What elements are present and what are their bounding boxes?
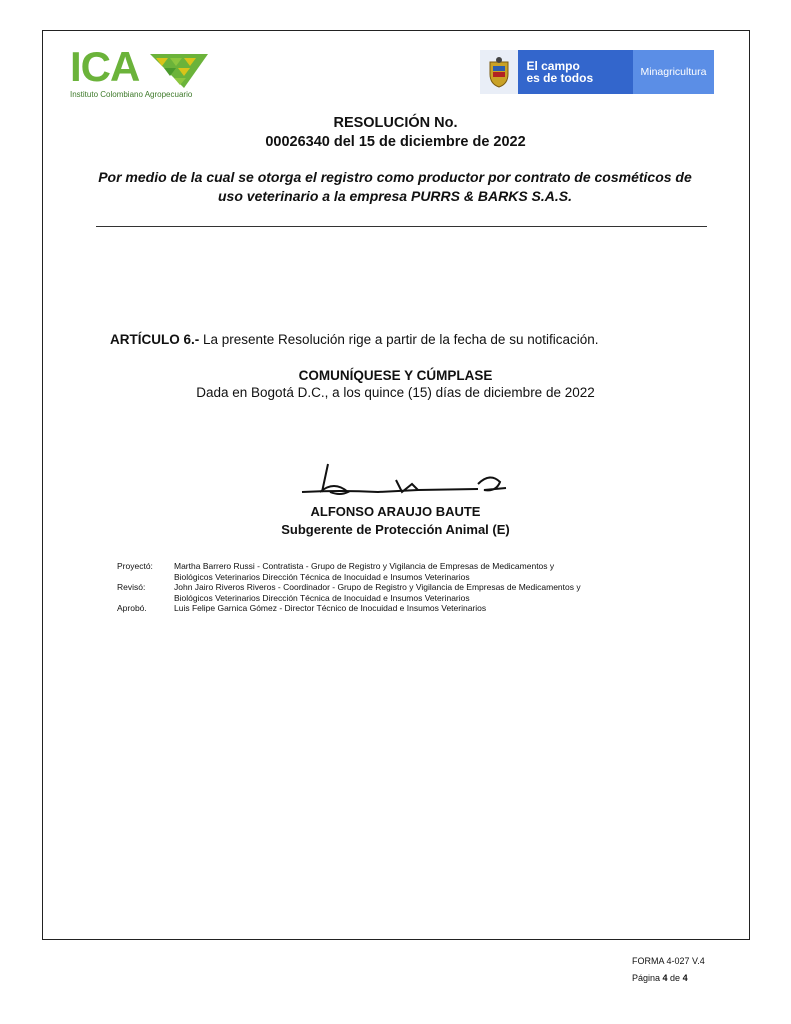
signatory-role: Subgerente de Protección Animal (E) (281, 522, 510, 537)
resolution-subject-line2: uso veterinario a la empresa PURRS & BARKS S.A.S. (218, 188, 572, 204)
page-total: 4 (682, 973, 688, 983)
credit-row-aprobo (117, 603, 694, 614)
article-6 (110, 332, 599, 347)
el-campo-label (518, 50, 633, 94)
ica-subtitle: Instituto Colombiano Agropecuario (70, 90, 193, 99)
page-number (632, 973, 688, 983)
el-campo-line1: El campo (526, 59, 580, 73)
closing-heading: COMUNÍQUESE Y CÚMPLASE (298, 368, 493, 383)
credit-role: Revisó: (117, 582, 146, 592)
ica-logo-text: ICA (70, 43, 140, 90)
el-campo-line2: es de todos (526, 71, 594, 85)
credit-row-reviso (117, 582, 694, 603)
resolution-number-date: 00026340 del 15 de diciembre de 2022 (265, 134, 526, 150)
coat-of-arms-icon (480, 50, 518, 94)
resolution-title: RESOLUCIÓN No. (333, 115, 458, 131)
signatory-name: ALFONSO ARAUJO BAUTE (310, 504, 481, 519)
handwritten-signature (300, 462, 530, 502)
minagricultura-label: Minagricultura (633, 50, 714, 94)
credit-row-proyecto (117, 561, 694, 582)
credit-line: Biológicos Veterinarios Dirección Técnica de Inocuidad e Insumos Veterinarios (174, 571, 470, 582)
credit-line: Luis Felipe Garnica Gómez - Director Técnico de Inocuidad e Insumos Veterinarios (174, 603, 487, 613)
page-prefix: Página (632, 973, 663, 983)
government-banner (480, 50, 714, 94)
credits-block (117, 561, 694, 614)
credit-role: Proyectó: (117, 561, 153, 571)
credit-line: John Jairo Riveros Riveros - Coordinador - Grupo de Registro y Vigilancia de Empresas de Medicamentos y (174, 582, 581, 592)
form-code: FORMA 4-027 V.4 (632, 956, 705, 966)
credit-role: Aprobó. (117, 603, 147, 613)
page-mid: de (667, 973, 683, 983)
article-text: La presente Resolución rige a partir de la fecha de su notificación. (199, 332, 599, 347)
closing-given: Dada en Bogotá D.C., a los quince (15) días de diciembre de 2022 (196, 385, 595, 400)
ica-logo (70, 43, 220, 100)
credit-line: Martha Barrero Russi - Contratista - Grupo de Registro y Vigilancia de Empresas de Medicamentos y (174, 561, 555, 571)
page-current: 4 (662, 973, 668, 983)
credit-line: Biológicos Veterinarios Dirección Técnica de Inocuidad e Insumos Veterinarios (174, 592, 470, 603)
ica-leaf-mark-icon (148, 50, 210, 90)
resolution-subject-line1: Por medio de la cual se otorga el registro como productor por contrato de cosméticos de (98, 169, 692, 185)
article-label: ARTÍCULO 6.- (110, 332, 200, 347)
divider (96, 226, 707, 227)
